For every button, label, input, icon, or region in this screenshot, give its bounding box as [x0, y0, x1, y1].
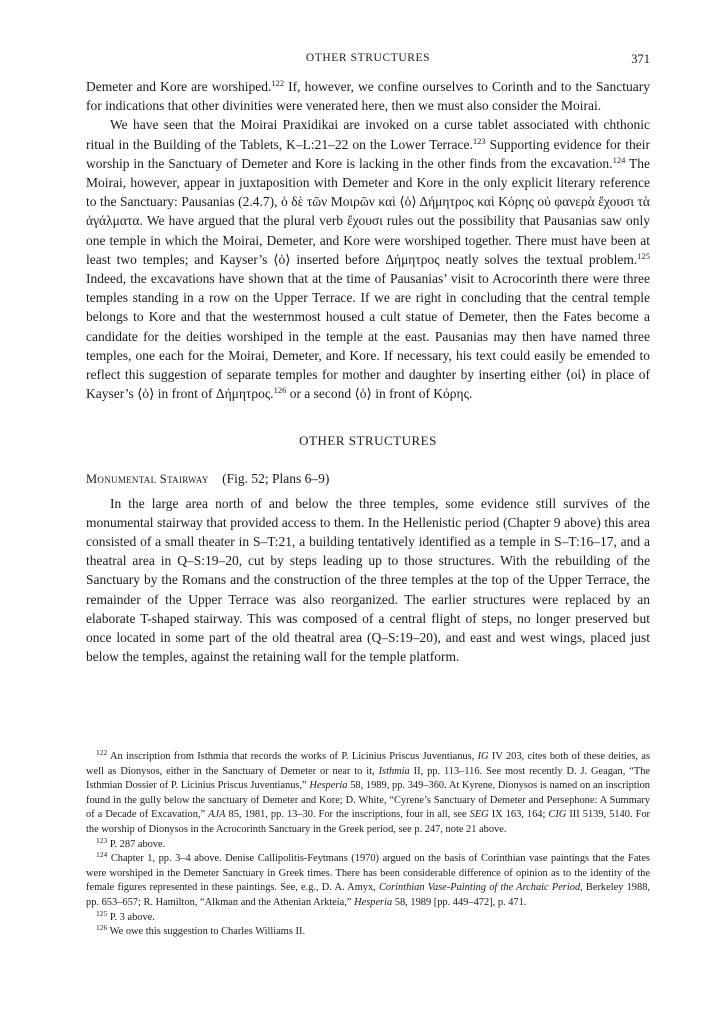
footnote-ref-124[interactable]: 124: [612, 154, 626, 165]
paragraph-3: In the large area north of and below the three temples, some evidence still survives of the monumental stairway that provided access to them. In the Hellenistic period (Chapter 9 above) this area consisted of a small theater in S–T:21, a building tentatively identified as a temple in S–T:16–17, and a theatral area in Q–S:19–20, cut by steps leading up to those structures. With the rebuilding of the Sanctuary by the Romans and the construction of the three temples at the top of the Upper Terrace, the remainder of the Upper Terrace was also reorganized. The earlier structures were replaced by an elaborate T-shaped stairway. This was composed of a central flight of steps, no longer preserved but once located in some part of the old theatral area (Q–S:19–20), and east and west wings, placed just below the temples, against the retaining wall for the temple platform.: [86, 495, 650, 665]
page-header: [86, 52, 650, 72]
running-head: OTHER STRUCTURES: [305, 52, 431, 64]
subsection-title: Monumental Stairway: [86, 472, 209, 487]
section-heading: OTHER STRUCTURES: [299, 433, 437, 449]
footnote-124: $^{124}$ Chapter 1, pp. 3–4 above. Denise Callipolitis-Feytmans (1970) argued on the basis of Corinthian vase paintings that the Fates were worshiped in the Demeter Sanctuary in Greek times. There has been considerable difference of opinion as to the identity of the female figures represented in these paintings. See, e.g., D. A. Amyx, Corinthian Vase-Painting of the Archaic Period, Berkeley 1988, pp. 653–657; R. Hamilton, “Alkman and the Athenian Arkteia,” Hesperia 58, 1989 [pp. 449–472], p. 471.: [86, 850, 650, 908]
subsection-heading: [86, 469, 650, 489]
footnote-ref-126[interactable]: 126: [273, 385, 287, 396]
footnote-125: $^{125}$ P. 3 above.: [96, 908, 155, 923]
main-text: [86, 77, 650, 666]
page-number: 371: [631, 52, 650, 66]
paragraph-2: We have seen that the Moirai Praxidikai are invoked on a curse tablet associated with chthonic ritual in the Building of the Tablets, K–L:21–22 on the Lower Terrace.$^{123}$ Supporting evidence for their worship in the Sanctuary of Demeter and Kore is lacking in the other finds from the excavation.$^{124}$ The Moirai, however, appear in juxtaposition with Demeter and Kore in the only explicit literary reference to the Sanctuary: Pausanias (2.4.7), ὁ δὲ τῶν Μοιρῶν καὶ ⟨ὁ⟩ Δήμητρος καὶ Κόρης οὐ φανερὰ ἔχουσι τὰ ἀγάλματα. We have argued that the plural verb ἔχουσι rules out the possibility that Pausanias saw only one temple in which the Moirai, Demeter, and Kore were worshiped together. There must have been at least two temples; and Kayser’s ⟨ὁ⟩ inserted before Δήμητρος neatly solves the textual problem.$^{125}$ Indeed, the excavations have shown that at the time of Pausanias’ visit to Acrocorinth there were three temples standing in a row on the Upper Terrace. If we are right in concluding that the central temple belongs to Kore and that the westernmost housed a cult statue of Demeter, then the Fates become a candidate for the deities worshiped in the temple at the east. Pausanias may then have named three temples, one each for the Moirai, Demeter, and Kore. If necessary, his text could easily be emended to reflect this suggestion of separate temples for mother and daughter by inserting either ⟨οἱ⟩ in place of Kayser’s ⟨ὁ⟩ in front of Δήμητρος.$^{126}$ or a second ⟨ὁ⟩ in front of Κόρης.: [86, 117, 650, 402]
footnote-ref-125[interactable]: 125: [637, 250, 650, 261]
footnotes: [86, 750, 650, 940]
footnote-123: $^{123}$ P. 287 above.: [96, 835, 166, 850]
footnote-122: $^{122}$ An inscription from Isthmia that records the works of P. Licinius Priscus Juventianus, IG IV 203, cites both of these deities, as well as Dionysos, either in the Sanctuary of Demeter or near to it, Isthmia II, pp. 113–116. See most recently D. J. Geagan, “The Isthmian Dossier of P. Licinius Priscus Juventianus,” Hesperia 58, 1989, pp. 349–360. At Kyrene, Dionysos is named on an inscription found in the gully below the sanctuary of Demeter and Kore; D. White, “Cyrene’s Sanctuary of Demeter and Persephone: A Summary of a Decade of Excavation,” AJA 85, 1981, pp. 13–30. For the inscriptions, four in all, see SEG IX 163, 164; CIG III 5139, 5140. For the worship of Dionysos in the Acrocorinth Sanctuary in the Greek period, see p. 247, note 21 above.: [86, 748, 651, 835]
subsection-figure-ref: (Fig. 52; Plans 6–9): [222, 471, 330, 487]
footnote-126: $^{126}$ We owe this suggestion to Charles Williams II.: [96, 923, 306, 938]
footnote-ref-123[interactable]: 123: [472, 135, 486, 146]
footnote-ref-122[interactable]: 122: [271, 78, 285, 88]
paragraph-1: Demeter and Kore are worshiped.$^{122}$ If, however, we confine ourselves to Corinth and to the Sanctuary for indications that other divinities were venerated here, then we must also consider the Moirai.: [86, 78, 651, 114]
